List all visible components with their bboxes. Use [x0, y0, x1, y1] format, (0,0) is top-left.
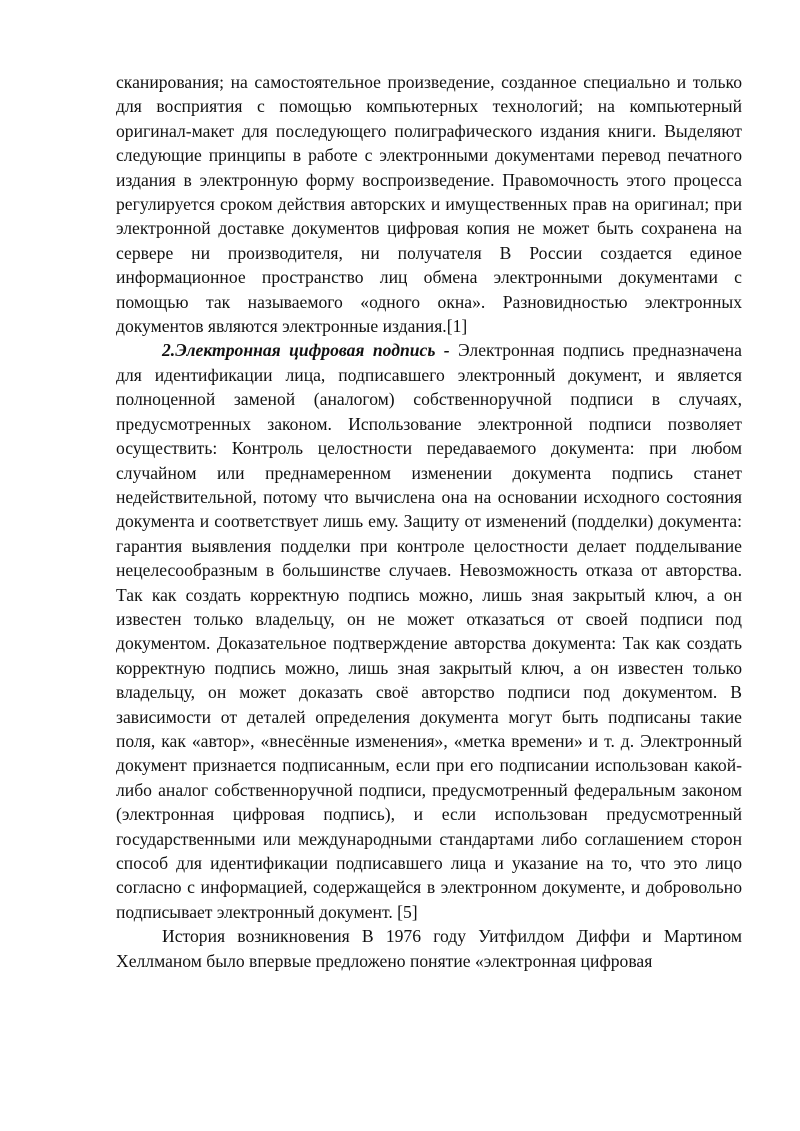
paragraph-digital-signature	[116, 338, 742, 924]
paragraph-electronic-documents: сканирования; на самостоятельное произведение, созданное специально и только для восприятия с помощью компьютерных технологий; на компьютерный оригинал-макет для последующего полиграфического издания книги. Выделяют следующие принципы в работе с электронными документами перевод печатного издания в электронную форму воспроизведение. Правомочность этого процесса регулируется сроком действия авторских и имущественных прав на оригинал; при электронной доставке документов цифровая копия не может быть сохранена на сервере ни производителя, ни получателя В России создается единое информационное пространство лиц обмена электронными документами с помощью так называемого «одного окна». Разновидностью электронных документов являются электронные издания.[1]	[116, 72, 742, 337]
paragraph-history: История возникновения В 1976 году Уитфилдом Диффи и Мартином Хеллманом было впервые предложено понятие «электронная цифровая	[116, 926, 742, 971]
section-heading-digital-signature: 2.Электронная цифровая подпись -	[162, 340, 450, 361]
document-page	[116, 70, 742, 973]
paragraph-digital-signature-body: Электронная подпись предназначена для идентификации лица, подписавшего электронный документ, и является полноценной заменой (аналогом) собственноручной подписи в случаях, предусмотренных законом. Использование электронной подписи позволяет осуществить: Контроль целостности передаваемого документа: при любом случайном или преднамеренном изменении документа подпись станет недействительной, потому что вычислена она на основании исходного состояния документа и соответствует лишь ему. Защиту от изменений (подделки) документа: гарантия выявления подделки при контроле целостности делает подделывание нецелесообразным в большинстве случаев. Невозможность отказа от авторства. Так как создать корректную подпись можно, лишь зная закрытый ключ, а он известен только владельцу, он не может отказаться от своей подписи под документом. Доказательное подтверждение авторства документа: Так как создать корректную подпись можно, лишь зная закрытый ключ, а он известен только владельцу, он может доказать своё авторство подписи под документом. В зависимости от деталей определения документа могут быть подписаны такие поля, как «автор», «внесённые изменения», «метка времени» и т. д. Электронный документ признается подписанным, если при его подписании использован какой-либо аналог собственноручной подписи, предусмотренный федеральным законом (электронная цифровая подпись), и если использован предусмотренный государственными или международными стандартами либо соглашением сторон способ для идентификации подписавшего лица и указание на то, что это лицо согласно с информацией, содержащейся в электронном документе, и добровольно подписывает электронный документ. [5]	[116, 340, 742, 922]
